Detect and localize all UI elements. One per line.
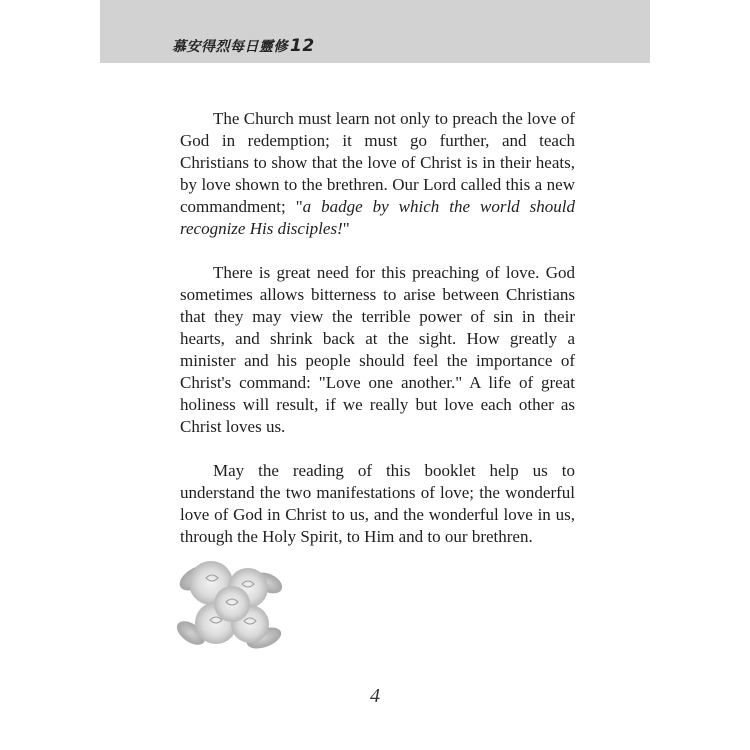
book-title-number: 12 bbox=[290, 36, 315, 56]
book-title bbox=[172, 36, 315, 56]
page-number: 4 bbox=[370, 685, 380, 707]
book-title-text: 慕安得烈每日靈修 bbox=[172, 39, 288, 55]
paragraph-1-italic-quote: a badge by which the world should recognize His disciples! bbox=[180, 197, 575, 238]
page-header bbox=[100, 0, 650, 63]
paragraph-1 bbox=[180, 108, 575, 240]
paragraph-1-closing-quote: " bbox=[342, 219, 350, 238]
body-text bbox=[180, 108, 575, 570]
flower-bouquet-icon bbox=[176, 548, 286, 658]
paragraph-1-text: The Church must learn not only to preach the love of God in redemption; it must go further, and teach Christians to show that the love of Christ is in their heats, by love shown to the brethren. Our Lord called this a new commandment; " bbox=[180, 109, 575, 216]
paragraph-2: There is great need for this preaching of love. God sometimes allows bitterness to arise between Christians that they may view the terrible power of sin in their hearts, and shrink back at the sight. How greatly a minister and his people should feel the importance of Christ's command: "Love one another." A life of great holiness will result, if we really but love each other as Christ loves us. bbox=[180, 263, 575, 436]
paragraph-3: May the reading of this booklet help us to understand the two manifestations of love; the wonderful love of God in Christ to us, and the wonderful love in us, through the Holy Spirit, to Him and to our brethren. bbox=[180, 461, 575, 546]
